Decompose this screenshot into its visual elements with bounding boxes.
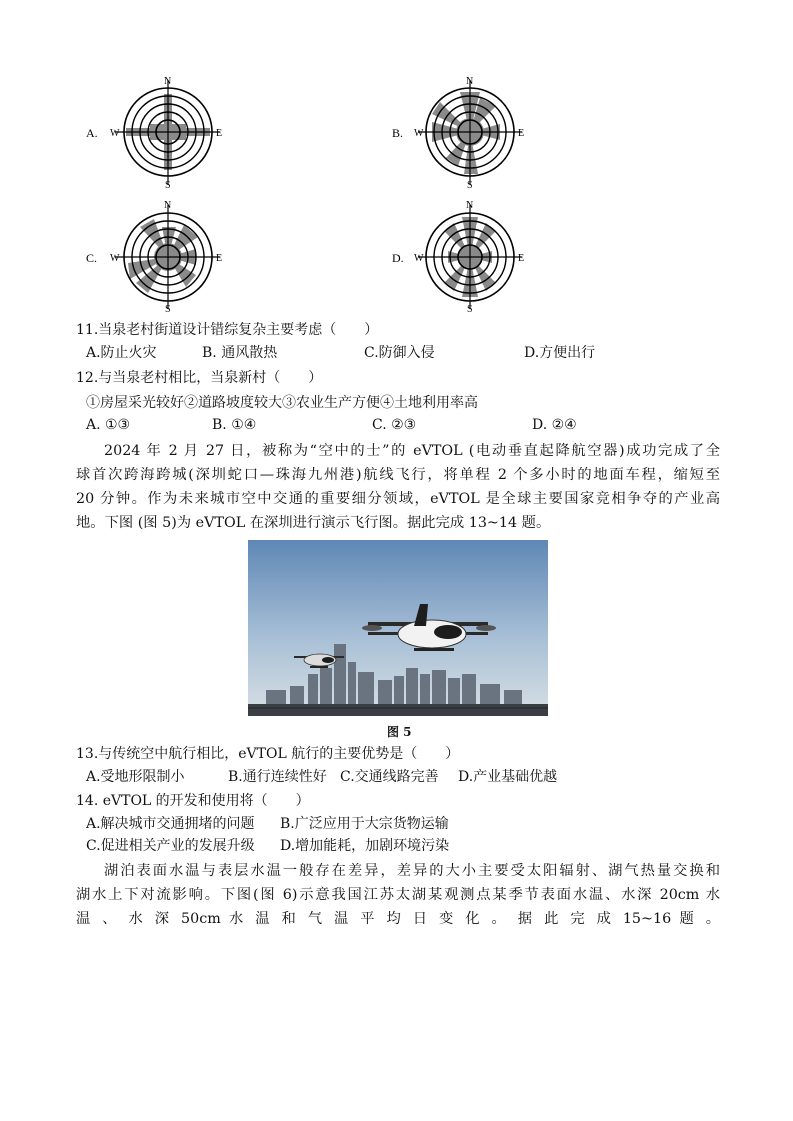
rose-c-north: N <box>164 200 172 211</box>
q13-option-d: D.产业基础优越 <box>458 769 558 785</box>
q11-option-c: C.防御入侵 <box>364 345 435 361</box>
q14-option-c: C.促进相关产业的发展升级 <box>86 838 255 854</box>
q12-option-a: A. ①③ <box>86 417 131 433</box>
rose-c-south: S <box>165 304 171 312</box>
wind-rose-d <box>418 205 525 309</box>
rose-c-east: E <box>216 253 223 264</box>
rose-a-west: W <box>110 128 120 139</box>
q14-option-d: D.增加能耗，加剧环境污染 <box>280 838 450 854</box>
rose-d-letter: D. <box>392 251 404 265</box>
rose-b-letter: B. <box>392 126 404 140</box>
rose-b-north: N <box>466 76 474 87</box>
passage1-line4: 地。下图 (图 5)为 eVTOL 在深圳进行演示飞行图。据此完成 13~14 题。 <box>76 515 551 531</box>
q11-option-d: D.方便出行 <box>524 345 596 361</box>
rose-a-east: E <box>216 128 223 139</box>
q13-option-a: A.受地形限制小 <box>86 769 185 785</box>
rose-c-west: W <box>110 253 120 264</box>
q11-stem: 11.当泉老村街道设计错综复杂主要考虑（ ） <box>76 322 379 338</box>
rose-b-east: E <box>518 128 525 139</box>
rose-c-letter: C. <box>86 251 98 265</box>
rose-d-west: W <box>414 253 424 264</box>
rose-d-east: E <box>518 253 525 264</box>
figure5-caption: 图 5 <box>387 725 412 739</box>
railing <box>248 704 548 716</box>
q13-option-c: C.交通线路完善 <box>340 769 439 785</box>
q12-option-b: B. ①④ <box>212 417 257 433</box>
rose-b-south: S <box>467 180 473 191</box>
q14-option-a: A.解决城市交通拥堵的问题 <box>86 816 255 832</box>
passage2-line2: 湖水上下对流影响。下图(图 6)示意我国江苏太湖某观测点某季节表面水温、水深 20cm 水 <box>76 887 720 903</box>
q12-option-c: C. ②③ <box>372 417 417 433</box>
passage1-line3: 20 分钟。作为未来城市空中交通的重要细分领域，eVTOL 是全球主要国家竞相争夺的产业高 <box>76 491 720 507</box>
q12-option-d: D. ②④ <box>532 417 577 433</box>
passage1-line1: 2024 年 2 月 27 日，被称为“空中的士”的 eVTOL (电动垂直起降航空器)成功完成了全 <box>104 443 720 459</box>
passage2-line3: 温 、 水 深 50cm 水 温 和 气 温 平 均 日 变 化 。 据 此 完 成 15~16 题 。 <box>76 911 720 927</box>
q13-option-b: B.通行连续性好 <box>228 769 327 785</box>
passage1-line2: 球首次跨海跨城(深圳蛇口—珠海九州港)航线飞行，将单程 2 个多小时的地面车程，缩短至 <box>76 467 720 483</box>
rose-a-south: S <box>165 180 171 191</box>
wind-rose-c <box>116 205 223 309</box>
q12-stem: 12.与当泉老村相比，当泉新村（ ） <box>76 370 323 386</box>
wind-rose-a <box>116 80 223 184</box>
rose-d-south: S <box>467 304 473 312</box>
q13-stem: 13.与传统空中航行相比，eVTOL 航行的主要优势是（ ） <box>76 746 460 762</box>
q11-option-a: A.防止火灾 <box>86 345 157 361</box>
rose-a-letter: A. <box>86 126 98 140</box>
passage2-line1: 湖泊表面水温与表层水温一般存在差异，差异的大小主要受太阳辐射、湖气热量交换和 <box>104 863 720 879</box>
q11-option-b: B. 通风散热 <box>202 345 278 361</box>
evtol-photo <box>248 540 548 716</box>
wind-rose-figure <box>80 72 550 312</box>
rose-b-west: W <box>414 128 424 139</box>
rose-d-north: N <box>466 200 474 211</box>
rose-a-north: N <box>164 76 172 87</box>
q12-statements: ①房屋采光较好②道路坡度较大③农业生产方便④土地利用率高 <box>86 395 478 411</box>
wind-rose-b <box>418 80 525 184</box>
q14-stem: 14. eVTOL 的开发和使用将（ ） <box>76 793 310 809</box>
q14-option-b: B.广泛应用于大宗货物运输 <box>280 816 449 832</box>
